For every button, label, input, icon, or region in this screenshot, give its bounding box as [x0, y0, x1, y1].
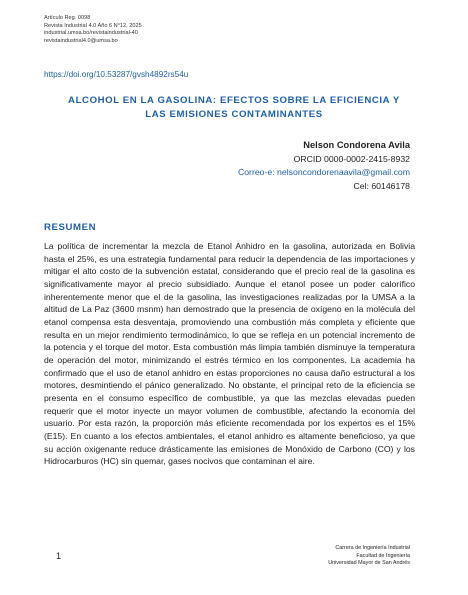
footer-career: Carrera de Ingeniería Industrial: [335, 545, 410, 551]
title-line: LAS EMISIONES CONTAMINANTES: [145, 109, 323, 120]
author-phone: Cel: 60146178: [353, 181, 410, 192]
article-metadata: [44, 15, 142, 45]
journal-email: revistaindustrial4.0@umsa.bo: [44, 37, 118, 44]
footer-university: Universidad Mayor de San Andrés: [328, 560, 410, 567]
article-reg: Artículo Reg. 0098: [44, 15, 91, 21]
author-info: [238, 139, 410, 194]
journal-issue: Revista Industrial 4.0 Año 6 N°12, 2025: [44, 22, 142, 29]
doi-link[interactable]: https://doi.org/10.53287/gvsh4892rs54u: [44, 70, 189, 79]
author-orcid: ORCID 0000-0002-2415-8932: [293, 153, 410, 164]
abstract-text: La política de incrementar la mezcla de Etanol Anhidro en la gasolina, autorizada en Bolivia hasta el 25%, es una estrategia fundamental para reducir la dependencia de las importaciones y mitigar el alto costo de la subvención estatal, considerando que el precio real de la gasolina es significativamente mayor al precio subsidiado. Aunque el etanol posee un poder calorífico inherentemente menor que el de la gasolina, las investigaciones realizadas por la UMSA a la altitud de La Paz (3600 msnm) han demostrado que la presencia de oxígeno en la molécula del etanol compensa esta desventaja, promoviendo una combustión más completa y eficiente que resulta en un mejor rendimiento termodinámico, lo que se refleja en un potencial incremento de la potencia y el torque del motor. Esta combustión más limpia también disminuye la temperatura de operación del motor, minimizando el estrés térmico en los componentes. La academia ha confirmado que el uso de etanol anhidro en estas proporciones no causa daño estructural a los motores, desmintiendo el pánico generalizado. No obstante, el principal reto de la eficiencia se presenta en el consumo específico de combustible, ya que las mezclas elevadas pueden requerir que el motor inyecte un mayor volumen de combustible, afectando la economía del usuario. Por esta razón, la proporción más eficiente recomendada por los expertos es el 15% (E15). En cuanto a los efectos ambientales, el etanol anhidro es altamente beneficioso, ya que su acción oxigenante reduce drásticamente las emisiones de Monóxido de Carbono (CO) y los Hidrocarburos (HC) sin quemar, gases nocivos que contaminan el aire.: [44, 241, 415, 467]
footer-faculty: Facultad de Ingeniería: [356, 552, 410, 559]
institution-footer: [328, 545, 410, 568]
page-number: 1: [56, 551, 62, 561]
journal-url: industrial.umsa.bo/revistaindustrial-40: [44, 30, 138, 37]
title-line: ALCOHOL EN LA GASOLINA: EFECTOS SOBRE LA EFICIENCIA Y: [68, 95, 400, 106]
abstract-heading: RESUMEN: [44, 222, 97, 233]
article-title: [44, 94, 424, 122]
author-email[interactable]: Correo-e: nelsoncondorenaavila@gmail.com: [237, 167, 410, 178]
author-name: Nelson Condorena Avila: [303, 140, 410, 150]
